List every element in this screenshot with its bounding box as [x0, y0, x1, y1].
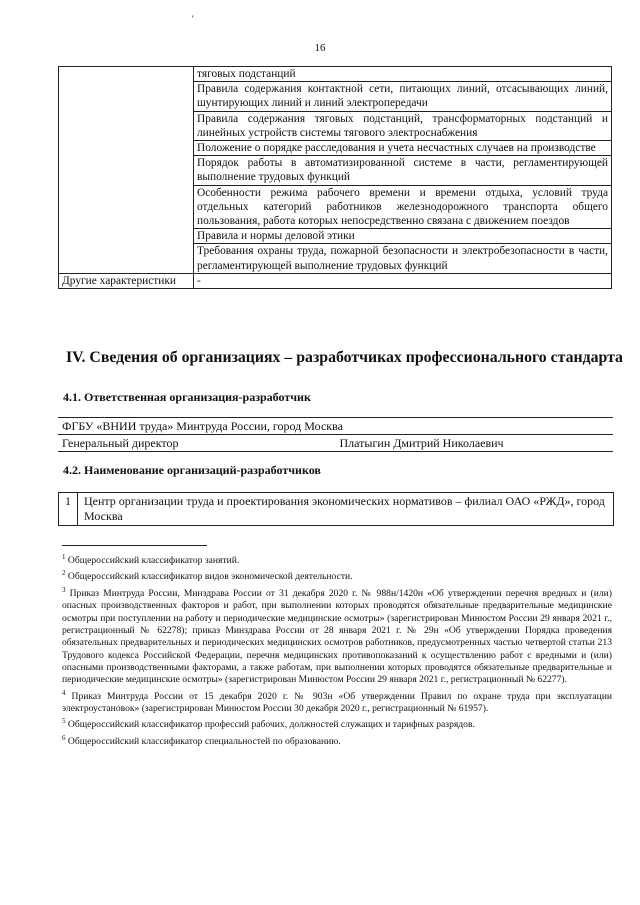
developers-table	[58, 492, 614, 526]
subsection-title-responsible: 4.1. Ответственная организация-разработчик	[63, 390, 311, 404]
head-position: Генеральный директор	[58, 435, 336, 452]
footnote-text: Приказ Минтруда России, Минздрава России от 31 декабря 2020 г. № 988н/1420н «Об утверждении перечня вредных и (или) опасных производственных факторов и работ, при выполнении которых проводятся обязательные предварительные медицинские осмотры при поступлении на работу и периодические медицинские осмотры» (зарегистрирован Минюстом России 29 января 2021 г., регистрационный № 62278); приказ Минздрава России от 28 января 2021 г. № 29н «Об утверждении Порядка проведения обязательных предварительных и периодических медицинских осмотров работников, предусмотренных частью четвертой статьи 213 Трудового кодекса Российской Федерации, перечня медицинских противопоказаний к осуществлению работ с вредными и (или) опасными производственными факторами, а также работам, при выполнении которых проводятся обязательные предварительные и периодические медицинские осмотры» (зарегистрирован Минюстом России 29 января 2021 г., регистрационный № 62277).	[62, 588, 612, 686]
other-characteristics-value: -	[194, 273, 612, 288]
footnote-text: Приказ Минтруда России от 15 декабря 2020 г. № 903н «Об утверждении Правил по охране труда при эксплуатации электроустановок» (зарегистрирован Минюстом России 30 декабря 2020 г., регистрационный № 61957).	[62, 690, 612, 715]
footnote	[62, 567, 612, 583]
scan-mark: '	[192, 14, 194, 24]
requirements-table	[58, 66, 612, 289]
footnote-text: Общероссийский классификатор занятий.	[67, 555, 240, 567]
footnote	[62, 584, 612, 687]
requirement-item: Особенности режима рабочего времени и времени отдыха, условий труда отдельных категорий работников железнодорожного транспорта общего пользования, работа которых непосредственно связана с движением поездов	[194, 185, 612, 229]
head-name: Платыгин Дмитрий Николаевич	[336, 435, 614, 452]
footnote-mark: 1	[62, 553, 66, 561]
org-name: ФГБУ «ВНИИ труда» Минтруда России, город Москва	[58, 418, 613, 435]
requirement-item: Положение о порядке расследования и учета несчастных случаев на производстве	[194, 141, 612, 156]
footnote	[62, 732, 612, 748]
footnote-mark: 3	[62, 585, 66, 594]
table-row	[59, 67, 612, 82]
table-row	[59, 273, 612, 288]
requirement-item: Правила и нормы деловой этики	[194, 229, 612, 244]
section-title: IV. Сведения об организациях – разработчиках профессионального стандарта	[66, 349, 623, 366]
other-characteristics-label: Другие характеристики	[59, 273, 194, 288]
footnotes	[62, 551, 612, 748]
footnote-text: Общероссийский классификатор специальностей по образованию.	[67, 735, 341, 747]
table-row	[58, 435, 613, 452]
responsible-org-table	[58, 417, 613, 452]
developer-name: Центр организации труда и проектирования экономических нормативов – филиал ОАО «РЖД», город Москва	[78, 493, 614, 526]
footnote	[62, 715, 612, 731]
footnote-text: Общероссийский классификатор профессий рабочих, должностей служащих и тарифных разрядов.	[67, 719, 475, 731]
table-cell-empty	[59, 67, 194, 274]
footnote-text: Общероссийский классификатор видов экономической деятельности.	[67, 571, 353, 583]
requirement-item: тяговых подстанций	[194, 67, 612, 82]
footnote	[62, 687, 612, 716]
footnote-mark: 2	[62, 569, 66, 578]
footnote-divider	[62, 545, 207, 546]
requirement-item: Порядок работы в автоматизированной системе в части, регламентирующей выполнение трудовых функций	[194, 156, 612, 185]
developer-number: 1	[59, 493, 78, 526]
footnote	[62, 551, 612, 567]
footnote-mark: 5	[62, 717, 66, 726]
requirement-item: Требования охраны труда, пожарной безопасности и электробезопасности в части, регламентирующей выполнение трудовых функций	[194, 244, 612, 273]
table-row	[58, 418, 613, 435]
subsection-title-developers: 4.2. Наименование организаций-разработчиков	[63, 463, 321, 477]
page-number: 16	[314, 42, 326, 54]
table-row	[59, 493, 614, 526]
requirement-item: Правила содержания контактной сети, питающих линий, отсасывающих линий, шунтирующих линий и линий электропередачи	[194, 82, 612, 111]
footnote-mark: 6	[62, 733, 66, 742]
footnote-mark: 4	[62, 688, 66, 697]
requirement-item: Правила содержания тяговых подстанций, трансформаторных подстанций и линейных устройств системы тягового электроснабжения	[194, 111, 612, 140]
